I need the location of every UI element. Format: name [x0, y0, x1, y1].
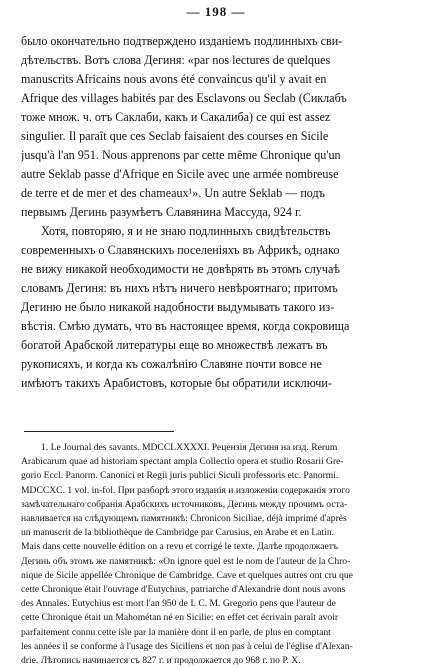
footnote-line: MDCCXC. 1 vol. in-fol. При разборѣ этого изданія и изложеніи содержанія этого [21, 484, 350, 496]
text-line: singulier. Il paraît que ces Seclab faisaient des courses en Sicile [21, 129, 329, 143]
text-line: manuscrits Africains nous avons été convaincus qu'il y avait en [21, 72, 327, 86]
text-line: autre Seklab passe d'Afrique en Sicile avec une armée nombreuse [21, 167, 339, 181]
footnote-line: Mais dans cette nouvelle édition on a revu et corrigé le texte. Далѣе продолжаетъ [21, 541, 338, 553]
footnote-divider [24, 431, 174, 432]
text-line: рукописяхъ, и когда къ сожалѣнію Славяне почти вовсе не [21, 357, 322, 371]
text-line: не вижу никакой необходимости не довѣрять въ этомъ случаѣ [21, 262, 340, 276]
main-text [21, 32, 419, 393]
text-line: дѣтельствъ. Вотъ слова Дегиня: «par nos lectures de quelques [21, 53, 331, 67]
text-line: богатой Арабской литературы еще во множествѣ лежатъ въ [21, 338, 328, 352]
footnote [21, 441, 419, 668]
text-line: имѣютъ такихъ Арабистовъ, которые бы обратили исключи- [21, 376, 332, 390]
footnote-line: cette Chronique était l'ouvrage d'Eutychius, patriarche d'Alexandrie dont nous avons [21, 584, 346, 596]
text-line: Дегиню не было никакой надобности выдумывать такого из- [21, 300, 335, 314]
footnote-line: Arabicarum quae ad historiam spectant ampla Collectio opera et studio Rosarii Gre- [21, 456, 344, 468]
page-number: — 198 — [186, 4, 246, 19]
footnote-line: parfaitement connu cette isle par la manière dont il en parle, de plus en comptant [21, 626, 331, 638]
footnote-line: nique de Sicile appellée Chronique de Cambridge. Cave et quelques autres ont cru que [21, 569, 353, 581]
footnote-line: cette Chronique était un Mahométan né en Sicilie: en effet cet écrivain paraît avoir [21, 612, 339, 624]
text-line: jusqu'à l'an 951. Nous apprenons par cette même Chronique qu'un [21, 148, 341, 162]
paragraph-2 [21, 222, 419, 393]
footnote-line: 1. Le Journal des savants. MDCCLXXXXI. Рецензія Дегиня на изд. Rerum [41, 442, 338, 453]
footnote-line: drie. Лѣтопись начинается съ 827 г. и продолжается до 968 г. по Р. Х. [21, 655, 301, 667]
text-line: словамъ Дегиня: въ нихъ нѣтъ ничего невѣроятнаго; притомъ [21, 281, 338, 295]
text-line: Afrique des villages habités par des Esclavons ou Seclab (Сиклабъ [21, 91, 347, 105]
text-line: первымъ Дегинь разумѣетъ Славянина Массуда, 924 г. [21, 205, 302, 219]
footnote-line: замѣчательнаго собранія Арабскихъ источниковъ, Дегинь между прочимъ оста- [21, 498, 348, 510]
footnote-line: навливается на слѣдующемъ памятникѣ: Chronicon Siciliae, déjà imprimé d'après [21, 513, 347, 525]
text-line: Хотя, повторяю, я и не знаю подлинныхъ свидѣтельствъ [41, 224, 331, 238]
text-line: de terre et de mer et des chameaux¹». Un autre Seklab — подъ [21, 186, 325, 200]
footnote-line: Дегинь объ этомъ же памятникѣ: «On ignore quel est le nom de l'auteur de la Chro- [21, 555, 351, 567]
footnote-line: des Annales. Eutychius est mort l'an 950 de I. C. M. Gregorio pens que l'auteur de [21, 598, 336, 610]
paragraph-1 [21, 32, 419, 222]
text-line: современныхъ о Славянскихъ поселеніяхъ въ Африкѣ, однако [21, 243, 340, 257]
footnote-line: les années il se conforme à l'usage des Siciliens et non pas à celui de l'église d'Alexan- [21, 640, 353, 652]
footnote-line: un manuscrit de la bibliothèque de Cambridge par Carusius, en Arabe et en Latin. [21, 527, 335, 539]
footnote-line: gorio Eccl. Panorm. Canonici et Regii juris publici Siculi professoris etc. Panormi. [21, 470, 339, 482]
text-line: было окончательно подтверждено изданіемъ подлинныхъ сви- [21, 34, 343, 48]
text-line: вѣстія. Смѣю думать, что въ настоящее время, когда сокровища [21, 319, 350, 333]
text-line: тоже множ. ч. отъ Саклаби, какъ и Сакалиба) ce qui est assez [21, 110, 331, 124]
